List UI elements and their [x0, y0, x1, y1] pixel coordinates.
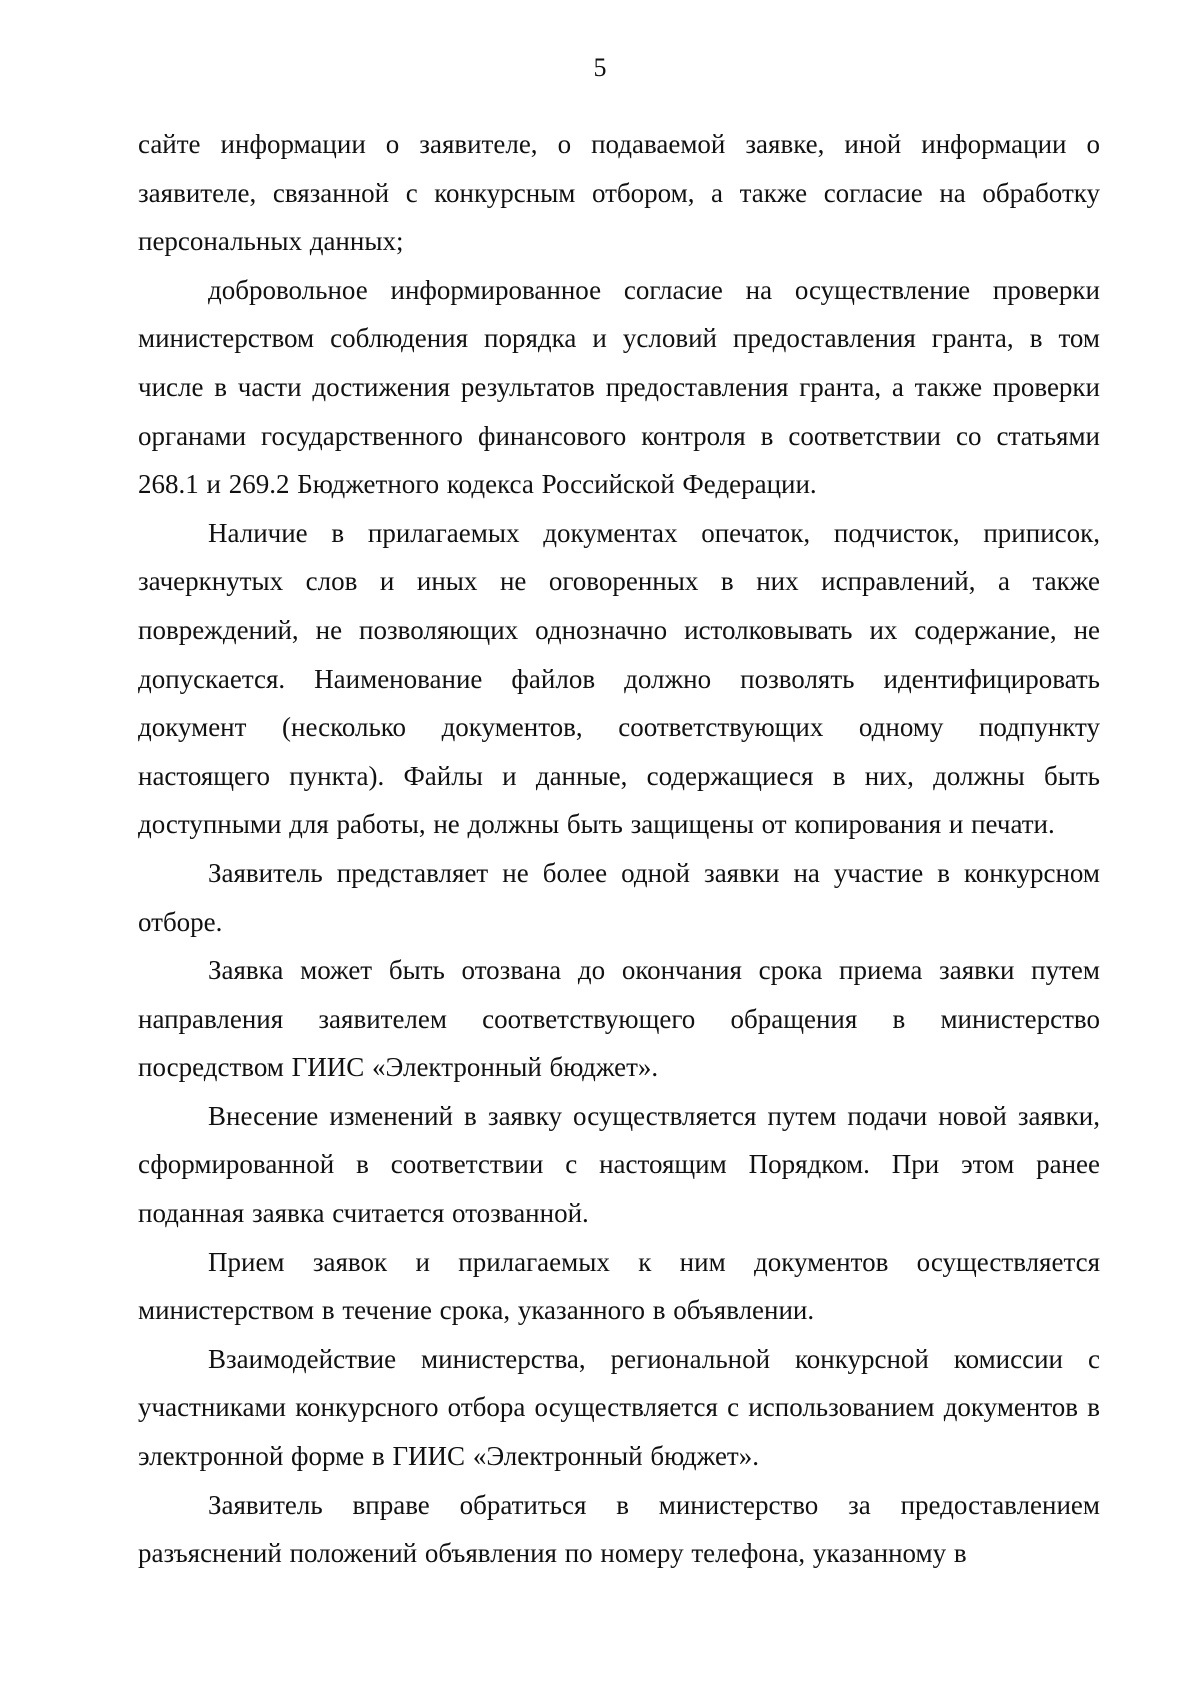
paragraph-electronic-interaction: Взаимодействие министерства, региональной конкурсной комиссии с участниками конкурсного отбора осуществляется с использованием документов в электронной форме в ГИИС «Электронный бюджет».	[138, 1343, 1100, 1472]
paragraph-consent-inspection: добровольное информированное согласие на осуществление проверки министерством соблюдения порядка и условий предоставления гранта, в том числе в части достижения результатов предоставления гранта, а также проверки органами государственного финансового контроля в соответствии со статьями 268.1 и 269.2 Бюджетного кодекса Российской Федерации.	[138, 274, 1100, 500]
paragraph-application-withdrawal: Заявка может быть отозвана до окончания срока приема заявки путем направления заявителем соответствующего обращения в министерство посредством ГИИС «Электронный бюджет».	[138, 955, 1100, 1083]
paragraph-application-changes: Внесение изменений в заявку осуществляется путем подачи новой заявки, сформированной в соответствии с настоящим Порядком. При этом ранее поданная заявка считается отозванной.	[138, 1100, 1100, 1229]
page-number: 5	[593, 53, 607, 82]
paragraph-consent-publication: сайте информации о заявителе, о подаваемой заявке, иной информации о заявителе, связанной с конкурсным отбором, а также согласие на обработку персональных данных;	[138, 129, 1100, 257]
paragraph-one-application: Заявитель представляет не более одной заявки на участие в конкурсном отборе.	[138, 857, 1100, 937]
paragraph-clarification-request: Заявитель вправе обратиться в министерство за предоставлением разъяснений положений объявления по номеру телефона, указанному в	[138, 1489, 1100, 1569]
paragraph-application-acceptance: Прием заявок и прилагаемых к ним документов осуществляется министерством в течение срока, указанного в объявлении.	[138, 1246, 1100, 1326]
paragraph-document-requirements: Наличие в прилагаемых документах опечаток, подчисток, приписок, зачеркнутых слов и иных не оговоренных в них исправлений, а также повреждений, не позволяющих однозначно истолковывать их содержание, не допускается. Наименование файлов должно позволять идентифицировать документ (несколько документов, соответствующих одному подпункту настоящего пункта). Файлы и данные, содержащиеся в них, должны быть доступными для работы, не должны быть защищены от копирования и печати.	[138, 517, 1100, 840]
document-body	[138, 120, 1100, 1578]
